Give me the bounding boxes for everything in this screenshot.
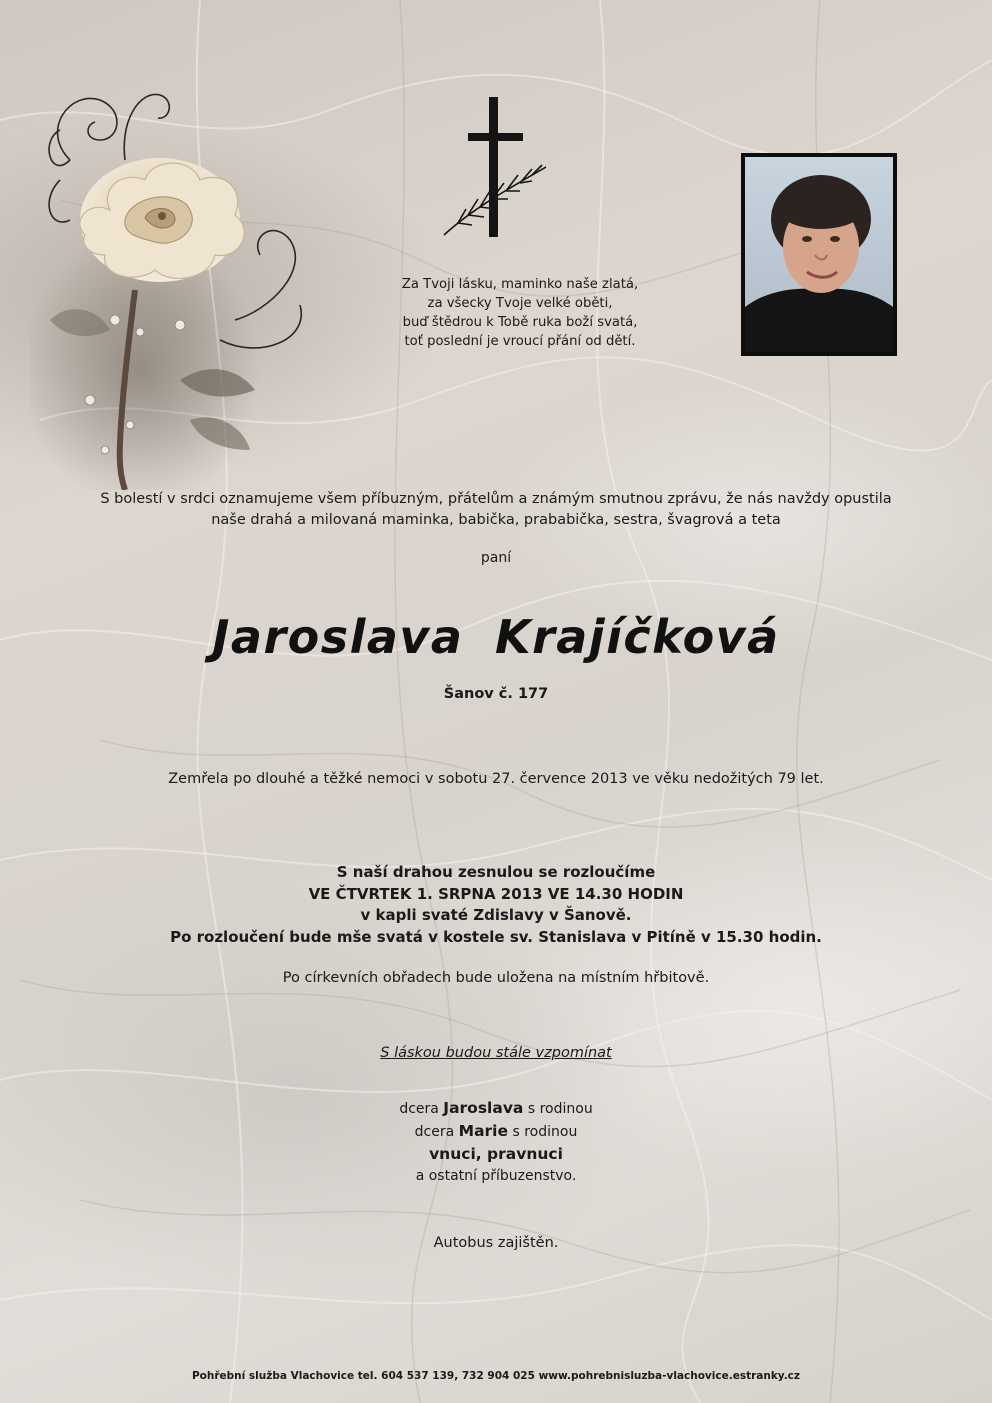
portrait-photo (741, 153, 897, 356)
announcement-intro (0, 489, 992, 531)
mourner-relation: dcera (399, 1101, 444, 1117)
bus-note: Autobus zajištěn. (433, 1235, 559, 1251)
funeral-service-footer: Pohřební služba Vlachovice tel. 604 537 139, 732 904 025 www.pohrebnisluzba-vlachovice.estranky.cz (191, 1370, 801, 1382)
mourner-suffix: s rodinou (508, 1124, 578, 1140)
deceased-address: Šanov č. 177 (443, 686, 549, 702)
verse (380, 275, 660, 351)
death-notice: Zemřela po dlouhé a těžké nemoci v sobotu 27. července 2013 ve věku nedožitých 79 let. (168, 771, 824, 787)
verse-line: toť poslední je vroucí přání od dětí. (404, 334, 636, 349)
ceremony-line: S naší drahou zesnulou se rozloučíme (336, 863, 656, 881)
verse-line: za všecky Tvoje velké oběti, (427, 296, 613, 311)
mourner-row: a ostatní příbuzenstvo. (415, 1168, 577, 1184)
rose-ornament-icon (30, 70, 320, 490)
verse-line: buď štědrou k Tobě ruka boží svatá, (402, 315, 638, 330)
mourner-relation: dcera (414, 1124, 459, 1140)
verse-line: Za Tvoji lásku, maminko naše zlatá, (401, 277, 639, 292)
cross-with-palm-icon (436, 95, 552, 240)
intro-line: S bolestí v srdci oznamujeme všem příbuzným, přátelům a známým smutnou zprávu, že nás navždy opustila (100, 491, 892, 507)
mourner-row: vnuci, pravnuci (429, 1145, 563, 1163)
intro-line: naše drahá a milovaná maminka, babička, prababička, sestra, švagrová a teta (211, 512, 781, 528)
mourner-row (0, 1120, 992, 1143)
ceremony-line: Po rozloučení bude mše svatá v kostele sv. Stanislava v Pitíně v 15.30 hodin. (170, 927, 822, 946)
ceremony-line: VE ČTVRTEK 1. SRPNA 2013 VE 14.30 HODIN (308, 884, 684, 903)
mourner-row (0, 1097, 992, 1120)
mourner-name: Jaroslava (443, 1099, 524, 1117)
mourner-name: Marie (458, 1122, 509, 1140)
ceremony-line: v kapli svaté Zdislavy v Šanově. (360, 906, 632, 924)
deceased-name: Jaroslava Krajíčková (212, 610, 780, 664)
mourner-suffix: s rodinou (523, 1101, 593, 1117)
honorific: paní (480, 550, 512, 566)
ceremony-details (0, 862, 992, 948)
burial-note: Po církevních obřadech bude uložena na místním hřbitově. (282, 970, 710, 986)
memory-title: S láskou budou stále vzpomínat (380, 1045, 612, 1061)
mourners-list (0, 1097, 992, 1187)
portrait-image (745, 157, 893, 352)
